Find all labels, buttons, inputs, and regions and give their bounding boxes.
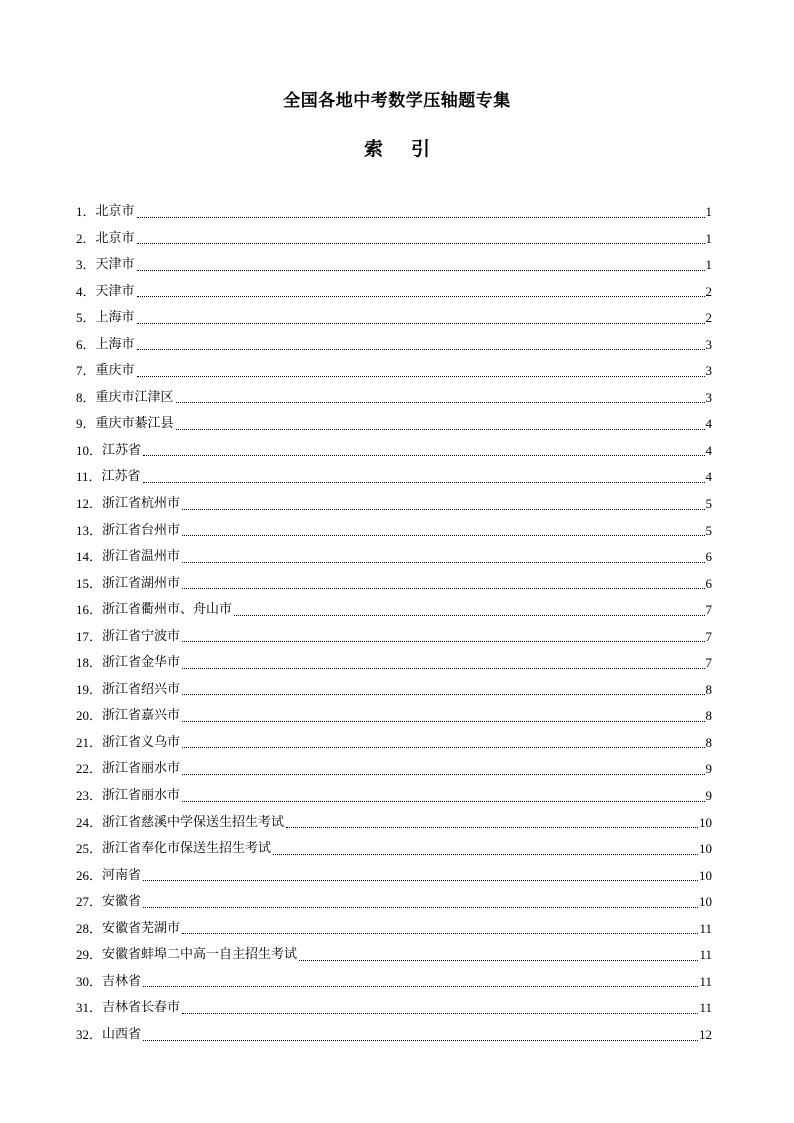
table-of-contents bbox=[76, 199, 712, 1049]
toc-entry-number: 10． bbox=[76, 442, 103, 458]
toc-entry-page-number: 11 bbox=[699, 920, 712, 936]
toc-dot-leader bbox=[143, 482, 705, 483]
toc-entry-page-number: 10 bbox=[699, 814, 712, 830]
toc-entry-page-number: 9 bbox=[705, 788, 712, 804]
toc-entry-page-number: 3 bbox=[705, 336, 712, 352]
toc-dot-leader bbox=[182, 509, 704, 510]
toc-entry-label: 吉林省长春市 bbox=[102, 1000, 181, 1016]
toc-entry-number: 3． bbox=[76, 257, 96, 273]
toc-dot-leader bbox=[143, 455, 704, 456]
toc-entry[interactable] bbox=[76, 810, 712, 837]
toc-entry-page-number: 5 bbox=[705, 522, 712, 538]
toc-entry-page-number: 4 bbox=[705, 469, 712, 485]
toc-dot-leader bbox=[182, 933, 698, 934]
toc-entry-page-number: 7 bbox=[705, 628, 712, 644]
toc-dot-leader bbox=[137, 270, 705, 271]
toc-entry-page-number: 9 bbox=[705, 761, 712, 777]
toc-entry[interactable] bbox=[76, 411, 712, 438]
toc-entry[interactable] bbox=[76, 863, 712, 890]
toc-dot-leader bbox=[137, 323, 705, 324]
toc-entry-page-number: 1 bbox=[705, 204, 712, 219]
toc-entry-number: 24． bbox=[76, 814, 103, 830]
toc-entry-page-number: 3 bbox=[705, 363, 712, 379]
toc-entry-page-number: 11 bbox=[699, 947, 712, 963]
toc-entry[interactable] bbox=[76, 544, 712, 571]
toc-entry-page-number: 3 bbox=[705, 389, 712, 405]
toc-entry-label: 浙江省宁波市 bbox=[102, 628, 181, 644]
toc-entry-page-number: 7 bbox=[705, 655, 712, 671]
toc-entry[interactable] bbox=[76, 358, 712, 385]
toc-entry[interactable] bbox=[76, 650, 712, 677]
toc-entry-label: 浙江省杭州市 bbox=[102, 496, 181, 512]
toc-entry-page-number: 10 bbox=[699, 841, 712, 857]
toc-dot-leader bbox=[182, 721, 704, 722]
toc-entry-number: 16． bbox=[76, 602, 103, 618]
toc-entry[interactable] bbox=[76, 995, 712, 1022]
toc-entry[interactable] bbox=[76, 518, 712, 545]
toc-dot-leader bbox=[182, 668, 704, 669]
toc-dot-leader bbox=[137, 217, 705, 218]
index-heading: 索引 bbox=[363, 138, 458, 160]
toc-entry[interactable] bbox=[76, 703, 712, 730]
toc-dot-leader bbox=[137, 349, 705, 350]
toc-dot-leader bbox=[182, 535, 704, 536]
toc-entry-label: 浙江省丽水市 bbox=[102, 761, 181, 777]
toc-entry-page-number: 6 bbox=[705, 549, 712, 565]
toc-entry[interactable] bbox=[76, 464, 712, 491]
toc-dot-leader bbox=[176, 402, 705, 403]
toc-entry[interactable] bbox=[76, 1022, 712, 1049]
toc-entry[interactable] bbox=[76, 969, 712, 996]
toc-entry-number: 7． bbox=[76, 363, 96, 379]
toc-entry-page-number: 12 bbox=[699, 1026, 712, 1042]
toc-dot-leader bbox=[182, 562, 704, 563]
toc-entry-label: 浙江省金华市 bbox=[102, 655, 181, 671]
toc-entry-page-number: 10 bbox=[699, 894, 712, 910]
toc-dot-leader bbox=[182, 588, 704, 589]
toc-entry-label: 浙江省温州市 bbox=[102, 549, 181, 565]
toc-entry-label: 江苏省 bbox=[102, 442, 142, 458]
toc-entry-label: 浙江省嘉兴市 bbox=[102, 708, 181, 724]
toc-dot-leader bbox=[176, 429, 705, 430]
toc-entry-number: 11． bbox=[76, 469, 102, 485]
toc-entry[interactable] bbox=[76, 226, 712, 253]
toc-entry-label: 重庆市綦江县 bbox=[95, 416, 174, 432]
toc-entry-page-number: 6 bbox=[705, 575, 712, 591]
toc-entry-page-number: 2 bbox=[705, 310, 712, 326]
toc-entry-page-number: 2 bbox=[705, 283, 712, 299]
toc-entry-number: 2． bbox=[76, 230, 96, 246]
toc-entry[interactable] bbox=[76, 942, 712, 969]
toc-entry-page-number: 8 bbox=[705, 734, 712, 750]
toc-dot-leader bbox=[182, 801, 704, 802]
toc-entry-number: 9． bbox=[76, 416, 96, 432]
toc-entry-label: 浙江省台州市 bbox=[102, 522, 181, 538]
toc-entry-number: 6． bbox=[76, 336, 96, 352]
toc-entry-label: 浙江省衢州市、舟山市 bbox=[102, 602, 233, 618]
toc-entry-number: 31． bbox=[76, 1000, 103, 1016]
toc-entry-label: 山西省 bbox=[102, 1026, 142, 1042]
toc-entry-number: 4． bbox=[76, 283, 96, 299]
toc-entry-number: 12． bbox=[76, 496, 103, 512]
toc-entry[interactable] bbox=[76, 438, 712, 465]
toc-entry-number: 17． bbox=[76, 628, 103, 644]
toc-entry[interactable] bbox=[76, 385, 712, 412]
toc-entry-number: 13． bbox=[76, 522, 103, 538]
toc-entry-label: 天津市 bbox=[95, 257, 135, 273]
toc-entry-label: 北京市 bbox=[95, 230, 135, 246]
toc-entry-page-number: 4 bbox=[705, 442, 712, 458]
toc-entry[interactable] bbox=[76, 199, 712, 226]
toc-entry-number: 22． bbox=[76, 761, 103, 777]
toc-entry-number: 29． bbox=[76, 947, 103, 963]
toc-entry-label: 河南省 bbox=[102, 867, 142, 883]
toc-entry[interactable] bbox=[76, 252, 712, 279]
toc-entry[interactable] bbox=[76, 756, 712, 783]
toc-entry-page-number: 10 bbox=[699, 867, 712, 883]
toc-entry[interactable] bbox=[76, 624, 712, 651]
toc-entry-label: 重庆市 bbox=[95, 363, 135, 379]
toc-entry-number: 26． bbox=[76, 867, 103, 883]
toc-entry-label: 上海市 bbox=[95, 310, 135, 326]
toc-entry-number: 28． bbox=[76, 920, 103, 936]
toc-entry[interactable] bbox=[76, 730, 712, 757]
toc-dot-leader bbox=[182, 1013, 698, 1014]
toc-entry-number: 20． bbox=[76, 708, 103, 724]
toc-entry-number: 23． bbox=[76, 788, 103, 804]
toc-entry-label: 北京市 bbox=[95, 204, 135, 219]
toc-entry-number: 14． bbox=[76, 549, 103, 565]
toc-entry-label: 吉林省 bbox=[102, 973, 142, 989]
toc-entry-number: 27． bbox=[76, 894, 103, 910]
toc-dot-leader bbox=[137, 296, 705, 297]
toc-entry-label: 安徽省蚌埠二中高一自主招生考试 bbox=[102, 947, 298, 963]
toc-entry[interactable] bbox=[76, 916, 712, 943]
toc-entry-label: 安徽省 bbox=[102, 894, 142, 910]
toc-entry[interactable] bbox=[76, 836, 712, 863]
toc-entry-page-number: 5 bbox=[705, 496, 712, 512]
toc-dot-leader bbox=[182, 641, 704, 642]
toc-entry-label: 浙江省慈溪中学保送生招生考试 bbox=[102, 814, 285, 830]
toc-entry-label: 浙江省奉化市保送生招生考试 bbox=[102, 841, 272, 857]
toc-entry-page-number: 11 bbox=[699, 1000, 712, 1016]
toc-entry[interactable] bbox=[76, 491, 712, 518]
toc-entry-number: 1． bbox=[76, 204, 96, 219]
toc-dot-leader bbox=[137, 243, 705, 244]
toc-dot-leader bbox=[273, 854, 698, 855]
toc-dot-leader bbox=[182, 747, 704, 748]
toc-entry-number: 15． bbox=[76, 575, 103, 591]
toc-dot-leader bbox=[234, 615, 704, 616]
toc-entry[interactable] bbox=[76, 332, 712, 359]
toc-dot-leader bbox=[182, 774, 704, 775]
toc-entry-page-number: 4 bbox=[705, 416, 712, 432]
document-title: 全国各地中考数学压轴题专集 bbox=[283, 91, 511, 111]
toc-entry-number: 8． bbox=[76, 389, 96, 405]
toc-entry[interactable] bbox=[76, 305, 712, 332]
toc-dot-leader bbox=[143, 880, 698, 881]
toc-entry-page-number: 11 bbox=[699, 973, 712, 989]
toc-entry-number: 32． bbox=[76, 1026, 103, 1042]
toc-entry-label: 上海市 bbox=[95, 336, 135, 352]
toc-entry-label: 浙江省绍兴市 bbox=[102, 681, 181, 697]
toc-dot-leader bbox=[299, 960, 698, 961]
toc-entry-label: 浙江省湖州市 bbox=[102, 575, 181, 591]
toc-entry[interactable] bbox=[76, 889, 712, 916]
toc-dot-leader bbox=[143, 1040, 698, 1041]
toc-entry-label: 安徽省芜湖市 bbox=[102, 920, 181, 936]
toc-entry-page-number: 7 bbox=[705, 602, 712, 618]
toc-entry-number: 30． bbox=[76, 973, 103, 989]
toc-entry[interactable] bbox=[76, 677, 712, 704]
toc-entry-number: 19． bbox=[76, 681, 103, 697]
toc-entry-label: 浙江省义乌市 bbox=[102, 734, 181, 750]
toc-entry-page-number: 8 bbox=[705, 708, 712, 724]
toc-entry-label: 天津市 bbox=[95, 283, 135, 299]
toc-entry-number: 18． bbox=[76, 655, 103, 671]
toc-entry-page-number: 1 bbox=[705, 257, 712, 273]
toc-entry-label: 江苏省 bbox=[101, 469, 141, 485]
toc-entry-number: 21． bbox=[76, 734, 103, 750]
toc-entry-label: 浙江省丽水市 bbox=[102, 788, 181, 804]
toc-dot-leader bbox=[286, 827, 698, 828]
toc-dot-leader bbox=[143, 986, 698, 987]
toc-entry-page-number: 8 bbox=[705, 681, 712, 697]
toc-entry[interactable] bbox=[76, 597, 712, 624]
toc-entry-page-number: 1 bbox=[705, 230, 712, 246]
toc-dot-leader bbox=[137, 376, 705, 377]
toc-entry-label: 重庆市江津区 bbox=[95, 389, 174, 405]
toc-entry[interactable] bbox=[76, 783, 712, 810]
toc-dot-leader bbox=[143, 907, 698, 908]
toc-entry-number: 25． bbox=[76, 841, 103, 857]
toc-entry-number: 5． bbox=[76, 310, 96, 326]
toc-entry[interactable] bbox=[76, 571, 712, 598]
toc-entry[interactable] bbox=[76, 279, 712, 306]
toc-dot-leader bbox=[182, 694, 704, 695]
